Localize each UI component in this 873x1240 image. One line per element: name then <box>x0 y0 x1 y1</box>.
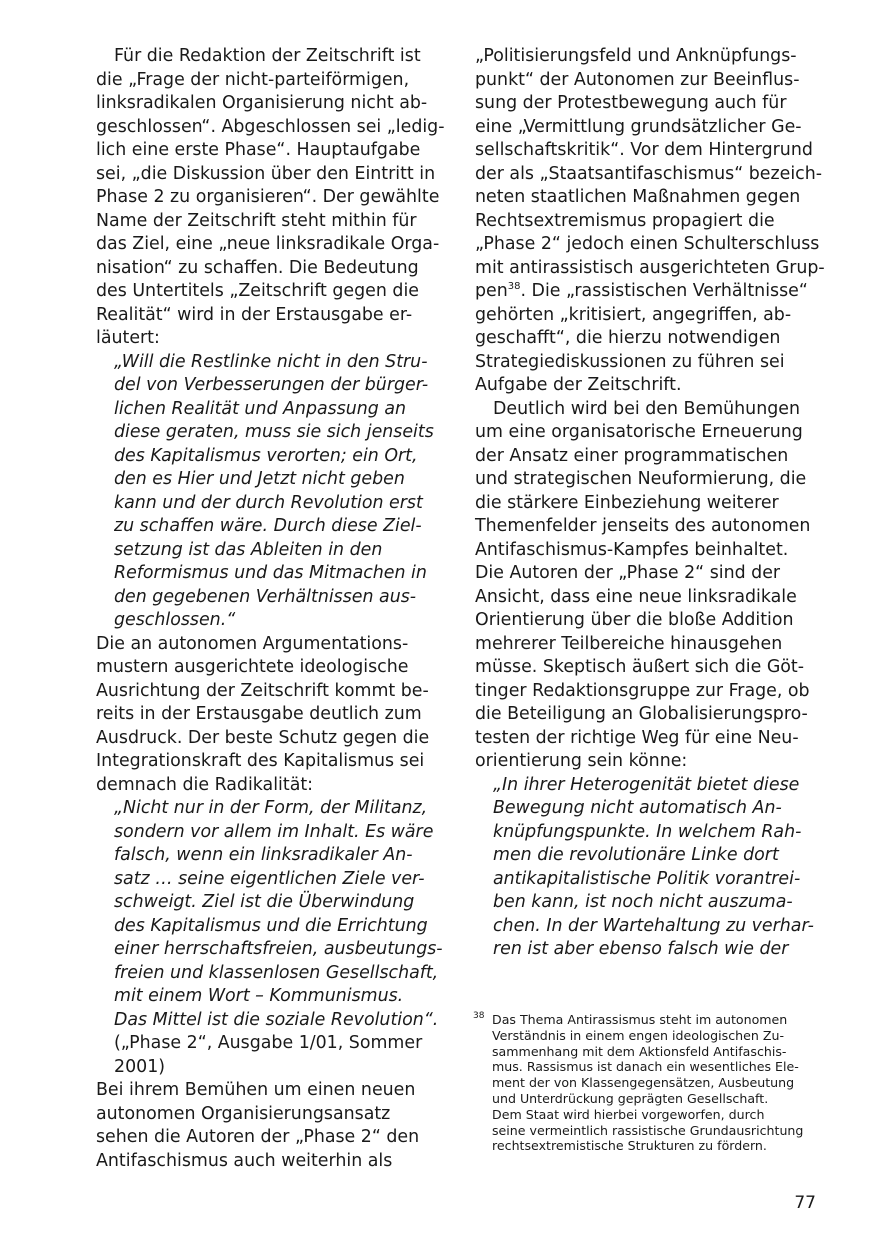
quote-line: men die revolutionäre Linke dort <box>493 845 779 865</box>
text-line: mit antirassistisch ausgerichteten Grup- <box>475 257 825 278</box>
quote-line: falsch, wenn ein linksradikaler An- <box>114 845 413 865</box>
left-block-quote-1 <box>96 351 436 633</box>
quote-line: den es Hier und Jetzt nicht geben <box>114 469 405 489</box>
quote-line: des Kapitalismus und die Errichtung <box>114 915 428 936</box>
text-line: eine „Vermittlung grundsätzlicher Ge- <box>475 116 802 137</box>
text-line: Ausrichtung der Zeitschrift kommt be- <box>96 680 429 701</box>
footnote-reference[interactable]: 38 <box>507 281 521 292</box>
footnote-text <box>492 1012 817 1154</box>
quote-line: diese geraten, muss sie sich jenseits <box>114 422 434 442</box>
footnote-line: rechtsextremistische Strukturen zu fördern. <box>492 1138 767 1154</box>
left-column <box>96 45 445 1173</box>
left-block-quote-2 <box>96 797 443 1032</box>
quote-line: Bewegung nicht automatisch An- <box>493 798 782 818</box>
footnote <box>473 1012 817 1154</box>
footnote-line: ment der von Klassengegensätzen, Ausbeutung <box>492 1075 795 1091</box>
left-paragraph-3 <box>96 1079 436 1173</box>
text-line: Die Autoren der „Phase 2“ sind der <box>475 563 781 583</box>
text-line: um eine organisatorische Erneuerung <box>475 422 803 442</box>
footnote-line: und Unterdrückung geprägten Gesellschaft. <box>492 1090 769 1106</box>
text-line: mustern ausgerichtete ideologische <box>96 657 409 677</box>
quote-line: des Kapitalismus verorten; ein Ort, <box>114 445 418 466</box>
text-line: läutert: <box>96 328 160 348</box>
text-line: Strategiediskussionen zu führen sei <box>475 351 785 372</box>
right-paragraph-2 <box>475 398 817 774</box>
quote-line: del von Verbesserungen der bürger- <box>114 375 429 395</box>
quote-line: den gegebenen Verhältnissen aus- <box>114 586 417 607</box>
text-line: Rechtsextremismus propagiert die <box>475 210 775 231</box>
footnote-line: seine vermeintlich rassistische Grundausrichtung <box>492 1122 804 1138</box>
quote-line: freien und klassenlosen Gesellschaft, <box>114 962 439 983</box>
left-paragraph-1 <box>96 45 445 351</box>
text-line: sung der Protestbewegung auch für <box>475 93 787 113</box>
quote-line: antikapitalistische Politik vorantrei- <box>493 868 801 889</box>
quote-line: ren ist aber ebenso falsch wie der <box>493 939 789 959</box>
text-line: Aufgabe der Zeitschrift. <box>475 375 682 395</box>
quote-line: „In ihrer Heterogenität bietet diese <box>493 774 800 795</box>
footnote-line: mus. Rassismus ist danach ein wesentliches Ele- <box>492 1059 799 1075</box>
text-line: sei, „die Diskussion über den Eintritt in <box>96 163 436 184</box>
quote-line: mit einem Wort – Kommunismus. <box>114 986 404 1006</box>
footnote-number: 38 <box>473 1011 485 1021</box>
text-line: punkt“ der Autonomen zur Beeinflus- <box>475 69 800 90</box>
text-line: Integrationskraft des Kapitalismus sei <box>96 751 425 771</box>
text-line: der als „Staatsantifaschismus“ bezeich- <box>475 163 823 184</box>
text-line: mehrerer Teilbereiche hinausgehen <box>475 633 783 654</box>
quote-line: sondern vor allem im Inhalt. Es wäre <box>114 821 434 842</box>
text-line: nisation“ zu schaffen. Die Bedeutung <box>96 257 419 278</box>
text-line: Phase 2 zu organisieren“. Der gewählte <box>96 187 440 207</box>
text-segment: pen <box>475 281 508 301</box>
text-line: linksradikalen Organisierung nicht ab- <box>96 93 428 113</box>
text-line: Bei ihrem Bemühen um einen neuen <box>96 1080 416 1100</box>
footnote-line: sammenhang mit dem Aktionsfeld Antifaschis- <box>492 1043 787 1059</box>
text-line: orientierung sein könne: <box>475 751 688 771</box>
quote-line: „Nicht nur in der Form, der Militanz, <box>114 798 428 818</box>
text-line: Antifaschismus-Kampfes beinhaltet. <box>475 539 789 560</box>
text-line-with-note <box>475 280 817 304</box>
text-line: müsse. Skeptisch äußert sich die Göt- <box>475 657 805 677</box>
text-line: demnach die Radikalität: <box>96 774 314 795</box>
text-line: Themenfelder jenseits des autonomen <box>475 516 811 536</box>
citation-line: 2001) <box>114 1056 166 1077</box>
text-line: testen der richtige Weg für eine Neu- <box>475 727 799 748</box>
text-line: der Ansatz einer programmatischen <box>475 445 789 466</box>
quote-line: einer herrschaftsfreien, ausbeutungs- <box>114 939 443 959</box>
text-line: neten staatlichen Maßnahmen gegen <box>475 187 801 207</box>
text-line: Ausdruck. Der beste Schutz gegen die <box>96 727 430 748</box>
quote-line: geschlossen.“ <box>114 610 236 630</box>
right-block-quote <box>475 774 817 962</box>
footnote-line: Dem Staat wird hierbei vorgeworfen, durch <box>492 1106 765 1122</box>
text-line: das Ziel, eine „neue linksradikale Orga- <box>96 234 440 254</box>
quote-line: ben kann, ist noch nicht auszuma- <box>493 892 793 912</box>
text-line: Für die Redaktion der Zeitschrift ist <box>114 46 421 66</box>
text-line: gehörten „kritisiert, angegriffen, ab- <box>475 304 792 325</box>
text-line: Deutlich wird bei den Bemühungen <box>493 398 800 419</box>
text-line: autonomen Organisierungsansatz <box>96 1103 391 1124</box>
quote-line: zu schaffen wäre. Durch diese Ziel- <box>114 516 422 536</box>
text-line: „Phase 2“ jedoch einen Schulterschluss <box>475 234 820 254</box>
text-line: Orientierung über die bloße Addition <box>475 610 794 630</box>
text-line: Antifaschismus auch weiterhin als <box>96 1150 393 1171</box>
quote-line: „Will die Restlinke nicht in den Stru- <box>114 351 428 372</box>
quote-line: chen. In der Wartehaltung zu verhar- <box>493 915 814 936</box>
text-line: die Beteiligung an Globalisierungspro- <box>475 704 808 724</box>
footnote-line: Das Thema Antirassismus steht im autonomen <box>492 1012 788 1027</box>
text-line: lich eine erste Phase“. Hauptaufgabe <box>96 140 421 160</box>
text-line: Die an autonomen Argumentations- <box>96 633 409 654</box>
quote-line: lichen Realität und Anpassung an <box>114 398 407 419</box>
text-line: die „Frage der nicht-parteiförmigen, <box>96 69 410 90</box>
quote-line: satz … seine eigentlichen Ziele ver- <box>114 868 425 889</box>
text-line: des Untertitels „Zeitschrift gegen die <box>96 281 419 301</box>
text-line: Ansicht, dass eine neue linksradikale <box>475 586 797 607</box>
left-paragraph-2 <box>96 633 436 798</box>
text-line: und strategischen Neuformierung, die <box>475 469 807 489</box>
text-segment: . Die „rassistischen Verhältnisse“ <box>520 281 808 301</box>
quote-line: Das Mittel ist die soziale Revolution“. <box>114 1009 439 1030</box>
text-line: Realität“ wird in der Erstausgabe er- <box>96 304 413 325</box>
quote-line: schweigt. Ziel ist die Überwindung <box>114 892 415 912</box>
text-line: Name der Zeitschrift steht mithin für <box>96 210 417 231</box>
text-line: sellschaftskritik“. Vor dem Hintergrund <box>475 140 813 160</box>
quote-line: setzung ist das Ableiten in den <box>114 539 383 560</box>
right-paragraph-1 <box>475 45 825 398</box>
text-line: reits in der Erstausgabe deutlich zum <box>96 704 422 724</box>
text-line: tinger Redaktionsgruppe zur Frage, ob <box>475 680 810 701</box>
citation-line: („Phase 2“, Ausgabe 1/01, Sommer <box>114 1033 423 1053</box>
quote-line: knüpfungspunkte. In welchem Rah- <box>493 821 802 842</box>
quote-citation <box>96 1032 436 1079</box>
quote-line: Reformismus und das Mitmachen in <box>114 563 427 583</box>
footnote-line: Verständnis in einem engen ideologischen Zu- <box>492 1027 784 1043</box>
right-column <box>475 45 825 962</box>
text-line: sehen die Autoren der „Phase 2“ den <box>96 1127 420 1147</box>
text-line: „Politisierungsfeld und Anknüpfungs- <box>475 46 797 66</box>
page-number: 77 <box>794 1193 816 1213</box>
quote-line: kann und der durch Revolution erst <box>114 492 423 513</box>
text-line: die stärkere Einbeziehung weiterer <box>475 492 779 513</box>
text-line: geschlossen“. Abgeschlossen sei „ledig- <box>96 116 445 137</box>
text-line: geschafft“, die hierzu notwendigen <box>475 328 781 348</box>
